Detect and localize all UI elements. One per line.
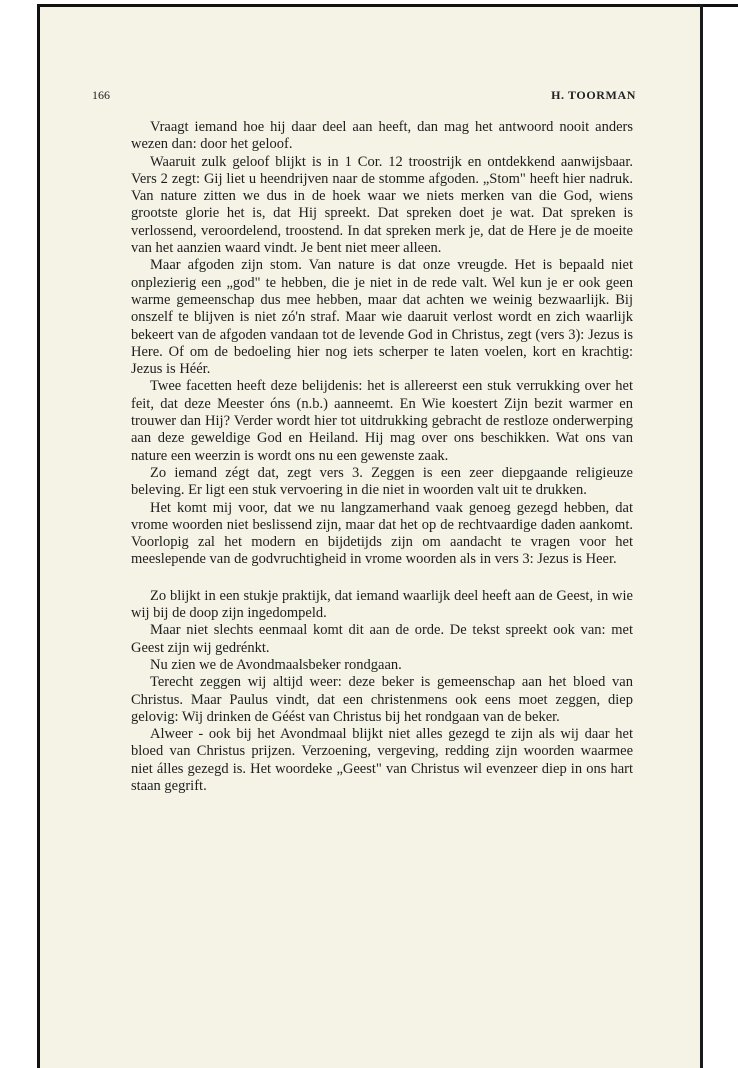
- paragraph: Zo blijkt in een stukje praktijk, dat iemand waarlijk deel heeft aan de Geest, in wie wij bij de doop zijn ingedompeld.: [131, 587, 633, 622]
- paragraph: Maar afgoden zijn stom. Van nature is dat onze vreugde. Het is bepaald niet onplezierig een „god" te hebben, die je niet in de rede valt. Wel kun je er ook geen warme gemeenschap dus mee hebben, maar dat achten we weinig bezwaarlijk. Bij onszelf te blijven is niet zó'n straf. Maar wie daaruit verlost wordt en zich waarlijk bekeert van de afgoden vandaan tot de levende God in Christus, zegt (vers 3): Jezus is Here. Of om de bedoeling hier nog iets scherper te laten voelen, kort en krachtig: Jezus is Héér.: [131, 257, 633, 378]
- paragraph: Zo iemand zégt dat, zegt vers 3. Zeggen is een zeer diepgaande religieuze beleving. Er ligt een stuk vervoering in die niet in woorden valt uit te drukken.: [131, 464, 633, 499]
- scan-right-edge: [700, 4, 703, 1068]
- paragraph: Alweer - ook bij het Avondmaal blijkt niet alles gezegd te zijn als wij daar het bloed van Christus prijzen. Verzoening, vergeving, redding zijn woorden waarmee niet álles gezegd is. Het woordeke „Geest" van Christus wil evenzeer diep in ons hart staan gegrift.: [131, 726, 633, 794]
- paragraph: Waaruit zulk geloof blijkt is in 1 Cor. 12 troostrijk en ontdekkend aanwijsbaar. Vers 2 zegt: Gij liet u heendrijven naar de stomme afgoden. „Stom" heeft hier nadruk. Van nature zitten we dus in de hoek waar we niets merken van die God, wiens grootste glorie het is, dat Hij spreekt. Dat spreken doet je wat. Dat spreken is verlossend, veroordelend, troostend. In dat spreken merk je, dat de Here je de moeite van het aanzien waard vindt. Je bent niet meer alleen.: [131, 153, 633, 257]
- paragraph: Vraagt iemand hoe hij daar deel aan heeft, dan mag het antwoord nooit anders wezen dan: door het geloof.: [131, 119, 633, 153]
- body-text: [131, 119, 633, 795]
- page-header: [92, 88, 636, 104]
- paragraph: Twee facetten heeft deze belijdenis: het is allereerst een stuk verrukking over het feit, dat deze Meester óns (n.b.) aanneemt. En Wie koestert Zijn bezit warmer en trouwer dan Hij? Verder wordt hier tot uitdrukking gebracht de restloze onderwerping aan deze geweldige God en Heiland. Hij mag over ons beschikken. Wat ons van nature een weerzin is wordt ons nu een gewenste zaak.: [131, 378, 633, 464]
- running-head-author: H. TOORMAN: [551, 88, 636, 102]
- paragraph: Het komt mij voor, dat we nu langzamerhand vaak genoeg gezegd hebben, dat vrome woorden niet beslissend zijn, maar dat het op de rechtvaardige daden aankomt. Voorlopig zal het modern en bijdetijds zijn om aandacht te vragen voor het meeslepende van de godvruchtigheid in vrome woorden als in vers 3: Jezus is Heer.: [131, 499, 633, 568]
- page-number: 166: [92, 88, 110, 102]
- paragraph: Terecht zeggen wij altijd weer: deze beker is gemeenschap aan het bloed van Christus. Maar Paulus vindt, dat een christenmens ook eens moet zeggen, diep gelovig: Wij drinken de Géést van Christus bij het rondgaan van de beker.: [131, 674, 633, 725]
- paragraph: Maar niet slechts eenmaal komt dit aan de orde. De tekst spreekt ook van: met Geest zijn wij gedrénkt.: [131, 622, 633, 656]
- paragraph: Nu zien we de Avondmaalsbeker rondgaan.: [150, 656, 402, 673]
